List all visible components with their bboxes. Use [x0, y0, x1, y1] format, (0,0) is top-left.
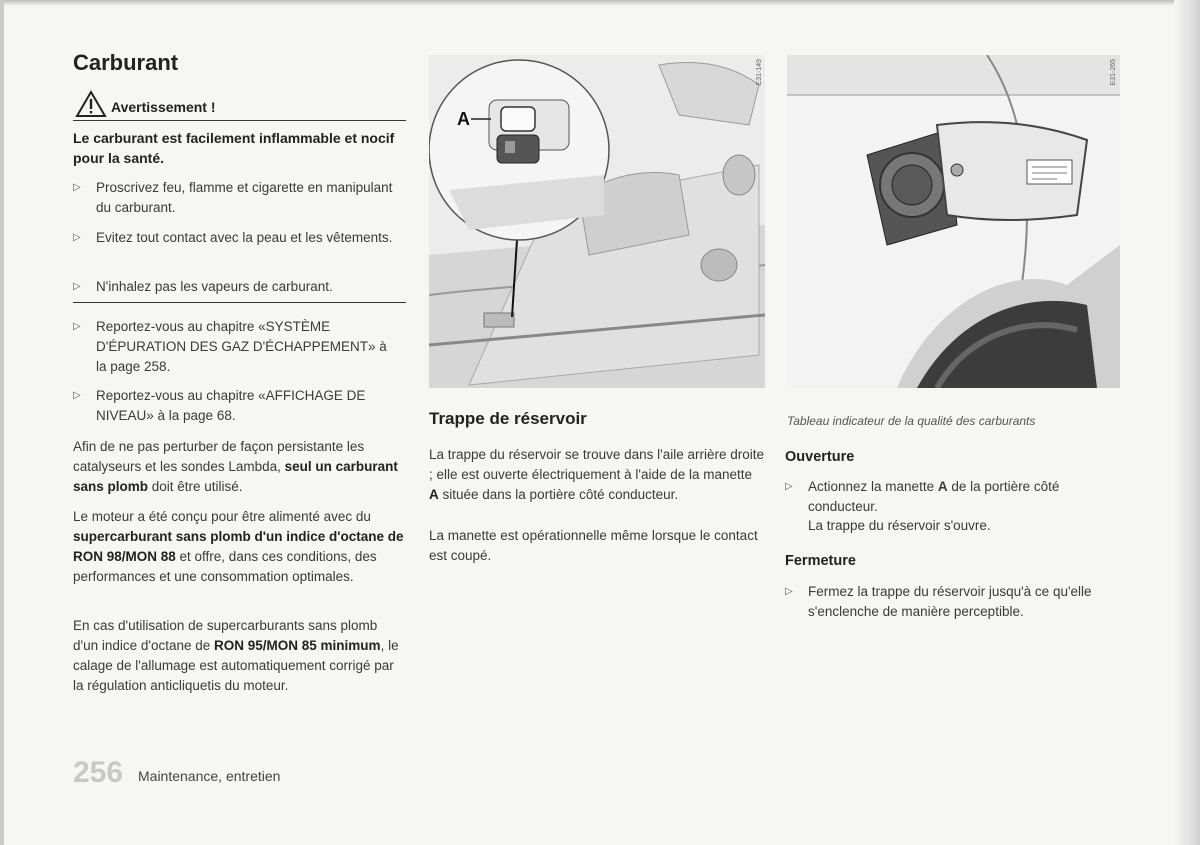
section-title: Carburant	[73, 50, 179, 75]
bullet-arrow-icon: ▷	[785, 481, 793, 492]
reference-item: ▷ Reportez-vous au chapitre «SYSTÈME D'ÉPURATION DES GAZ D'ÉCHAPPEMENT» à la page 258.	[73, 319, 387, 374]
figure-code: E31-149	[756, 59, 763, 86]
bullet-arrow-icon: ▷	[785, 586, 793, 597]
fuel-flap-illustration	[787, 55, 1120, 388]
page-number: 256	[73, 756, 124, 789]
fuel-flap-ignition-paragraph: La manette est opérationnelle même lorsque le contact est coupé.	[429, 528, 758, 563]
opening-step: ▷ Actionnez la manette A de la portière côté conducteur.	[785, 479, 1060, 514]
bullet-arrow-icon: ▷	[73, 182, 81, 193]
warning-bottom-rule	[73, 302, 406, 303]
closing-title: Fermeture	[785, 553, 856, 569]
fuel-flap-figure	[787, 55, 1120, 388]
bullet-arrow-icon: ▷	[73, 281, 81, 292]
door-handle-figure	[429, 55, 765, 388]
figure-callout-a: A	[457, 109, 470, 129]
bullet-arrow-icon: ▷	[73, 390, 81, 401]
section-label: Maintenance, entretien	[138, 768, 281, 784]
page-right-edge	[1174, 0, 1200, 845]
bullet-arrow-icon: ▷	[73, 321, 81, 332]
warning-header	[73, 90, 406, 121]
page-left-edge	[0, 0, 4, 845]
warning-item: ▷ N'inhalez pas les vapeurs de carburant.	[73, 277, 406, 297]
bullet-arrow-icon: ▷	[73, 232, 81, 243]
warning-item: ▷ Evitez tout contact avec la peau et les vêtements.	[73, 228, 406, 248]
page-top-edge	[0, 0, 1200, 6]
fuel-flap-paragraph: La trappe du réservoir se trouve dans l'aile arrière droite ; elle est ouverte électriquement à l'aide de la manette A située dans la portière côté conducteur.	[429, 447, 765, 502]
closing-step: ▷ Fermez la trappe du réservoir jusqu'à ce qu'elle s'enclenche de manière perceptible.	[785, 584, 1092, 619]
opening-result: La trappe du réservoir s'ouvre.	[808, 518, 991, 533]
figure-caption: Tableau indicateur de la qualité des carburants	[787, 414, 1036, 428]
door-panel-illustration	[429, 55, 765, 388]
warning-heading: Avertissement !	[111, 99, 216, 115]
fuel-flap-title: Trappe de réservoir	[429, 409, 587, 428]
paragraph-octane-98: Le moteur a été conçu pour être alimenté avec du supercarburant sans plomb d'un indice d'octane de RON 98/MON 88 et offre, dans ces conditions, des performances et une consommation optimales.	[73, 509, 404, 584]
figure-code: E31-265	[1110, 59, 1117, 86]
warning-lead: Le carburant est facilement inflammable et nocif pour la santé.	[73, 130, 395, 166]
reference-item: ▷ Reportez-vous au chapitre «AFFICHAGE DE NIVEAU» à la page 68.	[73, 388, 366, 423]
warning-triangle-icon	[75, 90, 107, 118]
warning-item: ▷ Proscrivez feu, flamme et cigarette en manipulant du carburant.	[73, 180, 393, 215]
opening-title: Ouverture	[785, 449, 855, 465]
paragraph-unleaded: Afin de ne pas perturber de façon persistante les catalyseurs et les sondes Lambda, seul un carburant sans plomb doit être utilisé.	[73, 439, 398, 494]
paragraph-octane-95: En cas d'utilisation de supercarburants sans plomb d'un indice d'octane de RON 95/MON 85 minimum, le calage de l'allumage est automatiquement corrigé par la régulation anticliquetis du moteur.	[73, 618, 399, 693]
